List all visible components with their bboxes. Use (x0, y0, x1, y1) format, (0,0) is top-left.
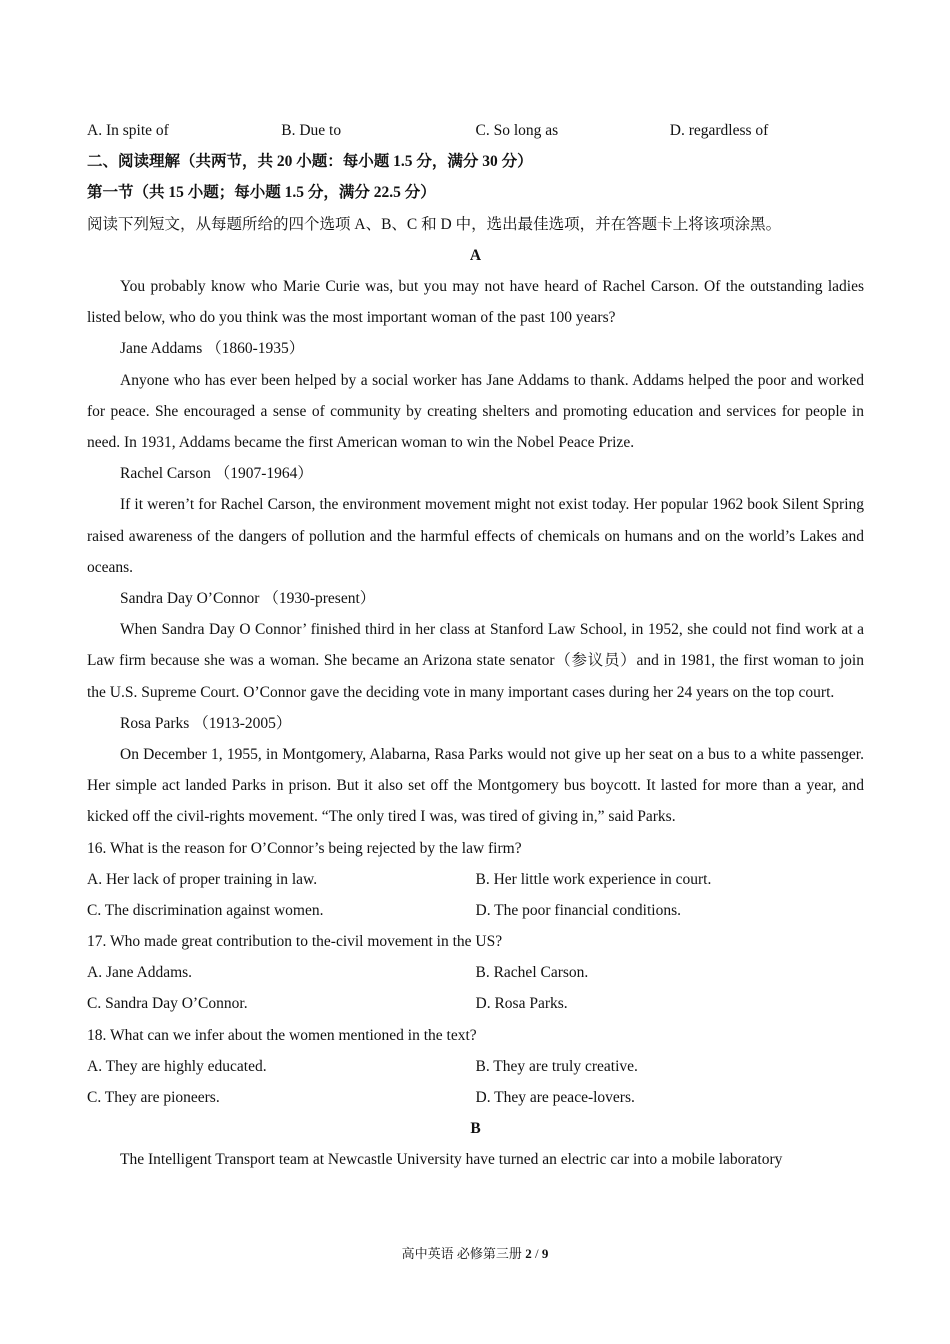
person-heading: Rosa Parks （1913-2005） (120, 714, 292, 732)
passage-intro: The Intelligent Transport team at Newcastle University have turned an electric car into a mobile laboratory (120, 1151, 783, 1169)
page-number: 2 (525, 1246, 532, 1261)
instructions: 阅读下列短文，从每题所给的四个选项 A、B、C 和 D 中，选出最佳选项，并在答题卡上将该项涂黑。 (87, 215, 782, 233)
option-c: C. The discrimination against women. (87, 901, 324, 919)
option-a: A. Her lack of proper training in law. (87, 870, 318, 888)
question-options (87, 1051, 864, 1082)
question-options (87, 864, 864, 895)
question-stem: 18. What can we infer about the women mentioned in the text? (87, 1026, 477, 1044)
question-options (87, 988, 864, 1019)
page-total: 9 (541, 1246, 549, 1261)
option-c: C. They are pioneers. (87, 1089, 220, 1107)
question-options (87, 1082, 864, 1113)
option-a: A. Jane Addams. (87, 964, 193, 982)
option-b: B. Due to (281, 122, 342, 139)
passage-label-a: A (469, 246, 482, 264)
option-c: C. So long as (475, 122, 559, 139)
option-d: D. regardless of (669, 122, 769, 139)
question-stem: 16. What is the reason for O’Connor’s being rejected by the law firm? (87, 839, 522, 857)
person-heading: Jane Addams （1860-1935） (120, 340, 305, 358)
option-c: C. Sandra Day O’Connor. (87, 995, 248, 1013)
page-separator: / (534, 1246, 539, 1261)
passage-label-b: B (470, 1120, 481, 1138)
option-b: B. They are truly creative. (475, 1057, 638, 1075)
option-d: D. The poor financial conditions. (475, 901, 681, 919)
option-d: D. Rosa Parks. (475, 995, 568, 1013)
person-heading: Sandra Day O’Connor （1930-present） (120, 589, 376, 607)
person-paragraph: If it weren’t for Rachel Carson, the environment movement might not exist today. Her popular 1962 book Silent Spring raised awareness of the dangers of pollution and the harmful effects of chemicals on humans and on the world’s Lakes and oceans. (87, 496, 864, 576)
footer-subject: 高中英语 必修第三册 (401, 1246, 522, 1261)
page-footer (0, 1244, 950, 1264)
question-stem: 17. Who made great contribution to the-civil movement in the US? (87, 933, 503, 951)
passage-intro: You probably know who Marie Curie was, but you may not have heard of Rachel Carson. Of the outstanding ladies listed below, who do you think was the most important woman of the past 100 years? (87, 277, 864, 327)
part-heading: 第一节（共 15 小题；每小题 1.5 分，满分 22.5 分） (87, 184, 436, 202)
previous-question-options (87, 115, 864, 146)
person-heading: Rachel Carson （1907-1964） (120, 465, 313, 483)
question-options (87, 957, 864, 988)
person-paragraph: When Sandra Day O Connor’ finished third in her class at Stanford Law School, in 1952, she could not find work at a Law firm because she was a woman. She became an Arizona state senator（参议员）and in 1981, the first woman to join the U.S. Supreme Court. O’Connor gave the deciding vote in many important cases during her 24 years on the top court. (87, 621, 864, 701)
question-options (87, 895, 864, 926)
option-a: A. In spite of (87, 122, 169, 139)
option-d: D. They are peace-lovers. (475, 1089, 635, 1107)
option-b: B. Rachel Carson. (475, 964, 589, 982)
section-heading: 二、阅读理解（共两节，共 20 小题：每小题 1.5 分，满分 30 分） (87, 153, 533, 171)
option-b: B. Her little work experience in court. (475, 870, 712, 888)
person-paragraph: On December 1, 1955, in Montgomery, Alabarna, Rasa Parks would not give up her seat on a bus to a white passenger. Her simple act landed Parks in prison. But it also set off the Montgomery bus boycott. It lasted for more than a year, and kicked off the civil-rights movement. “The only tired I was, was tired of giving in,” said Parks. (87, 745, 864, 826)
exam-page (87, 115, 864, 1176)
person-paragraph: Anyone who has ever been helped by a social worker has Jane Addams to thank. Addams helped the poor and worked for peace. She encouraged a sense of community by creating shelters and promoting education and services for people in need. In 1931, Addams became the first American woman to win the Nobel Peace Prize. (87, 371, 864, 451)
option-a: A. They are highly educated. (87, 1057, 267, 1075)
